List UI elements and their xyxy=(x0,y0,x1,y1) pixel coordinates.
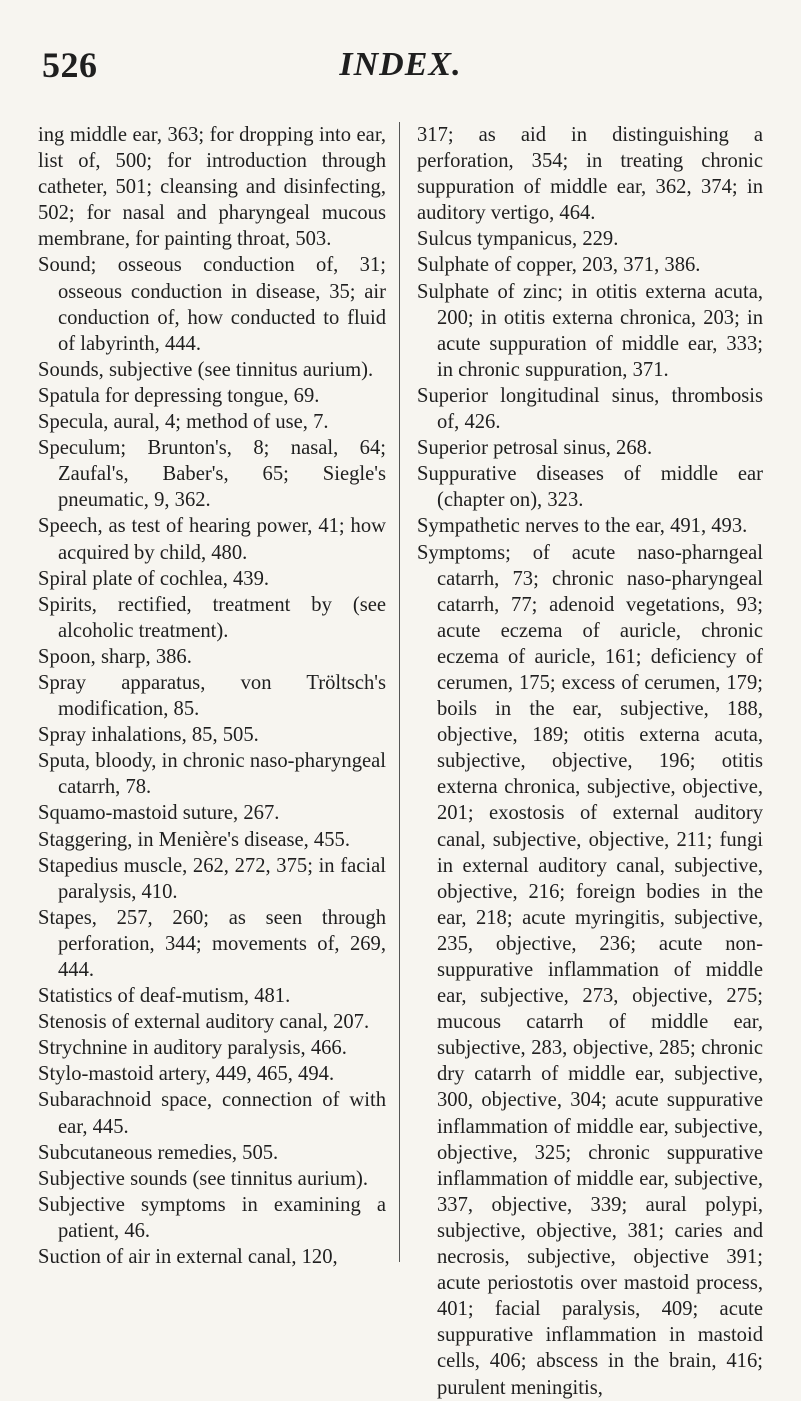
index-entry: Sulphate of copper, 203, 371, 386. xyxy=(417,254,701,277)
index-entry: Sounds, subjective (see tinnitus aurium). xyxy=(38,358,374,381)
page-number: 526 xyxy=(42,45,98,85)
index-entry: Spiral plate of cochlea, 439. xyxy=(38,567,270,590)
index-entry: Suppurative diseases of middle ear (chapter on), 323. xyxy=(417,463,763,512)
index-entry: Sputa, bloody, in chronic naso-pharyngeal catarrh, 78. xyxy=(38,750,386,799)
index-entry: Suction of air in external canal, 120, xyxy=(38,1246,338,1269)
index-entry: Symptoms; of acute naso-pharngeal catarrh, 73; chronic naso-pharyngeal catarrh, 77; adenoid vegetations, 93; acute eczema of auricle, chronic eczema of auricle, 161; deficiency of cerumen, 175; excess of cerumen, 179; boils in the ear, subjective, 188, objective, 189; otitis externa acuta, subjective, objective, 196; otitis externa chronica, subjective, objective, 201; exostosis of external auditory canal, subjective, objective, 211; fungi in external auditory canal, subjective, objective, 216; foreign bodies in the ear, 218; acute myringitis, subjective, 235, objective, 236; acute non-suppurative inflammation of middle ear, subjective, 273, objective, 275; mucous catarrh of middle ear, subjective, 283, objective, 285; chronic dry catarrh of middle ear, subjective, 300, objective, 304; acute suppurative inflammation of middle ear, subjective, objective, 325; chronic suppurative inflammation of middle ear, subjective, 337, objective, 339; aural polypi, subjective, objective, 381; caries and necrosis, subjective, objective 391; acute periostotis over mastoid process, 401; facial paralysis, 409; acute suppurative inflammation in mastoid cells, 406; abscess in the brain, 416; purulent meningitis, xyxy=(417,541,763,1399)
running-title: INDEX. xyxy=(339,46,462,83)
index-entry: Subcutaneous remedies, 505. xyxy=(38,1141,279,1164)
index-entry: Strychnine in auditory paralysis, 466. xyxy=(38,1037,347,1060)
index-entry: Staggering, in Menière's disease, 455. xyxy=(38,828,350,851)
index-entry: 317; as aid in distinguishing a perforation, 354; in treating chronic suppuration of middle ear, 362, 374; in auditory vertigo, 464. xyxy=(417,124,763,225)
index-entry: Stapes, 257, 260; as seen through perforation, 344; movements of, 269, 444. xyxy=(38,906,386,981)
index-entry: ing middle ear, 363; for dropping into ear, list of, 500; for introduction through catheter, 501; cleansing and disinfecting, 502; for nasal and pharyngeal mucous membrane, for painting throat, 503. xyxy=(38,124,386,251)
index-column-right xyxy=(417,122,763,1401)
index-entry: Subjective symptoms in examining a patient, 46. xyxy=(38,1193,386,1242)
index-entry: Subarachnoid space, connection of with ear, 445. xyxy=(38,1089,386,1138)
index-entry: Spray inhalations, 85, 505. xyxy=(38,724,259,747)
index-entry: Stylo-mastoid artery, 449, 465, 494. xyxy=(38,1063,335,1086)
index-entry: Stapedius muscle, 262, 272, 375; in facial paralysis, 410. xyxy=(38,854,386,903)
index-entry: Statistics of deaf-mutism, 481. xyxy=(38,985,291,1008)
index-entry: Superior longitudinal sinus, thrombosis of, 426. xyxy=(417,384,763,434)
index-entry: Spatula for depressing tongue, 69. xyxy=(38,384,320,407)
index-entry: Sound; osseous conduction of, 31; osseous conduction in disease, 35; air conduction of, how conducted to fluid of labyrinth, 444. xyxy=(38,254,386,355)
index-entry: Superior petrosal sinus, 268. xyxy=(417,437,653,460)
index-entry: Specula, aural, 4; method of use, 7. xyxy=(38,411,329,434)
index-entry: Sulphate of zinc; in otitis externa acuta, 200; in otitis externa chronica, 203; in acute suppuration of middle ear, 333; in chronic suppuration, 371. xyxy=(417,280,763,381)
column-divider xyxy=(399,122,400,1262)
index-entry: Spoon, sharp, 386. xyxy=(38,645,192,668)
page-header xyxy=(38,44,763,94)
index-entry: Sympathetic nerves to the ear, 491, 493. xyxy=(417,515,748,538)
index-entry: Stenosis of external auditory canal, 207. xyxy=(38,1011,370,1034)
index-entry: Sulcus tympanicus, 229. xyxy=(417,228,619,251)
index-entry: Speculum; Brunton's, 8; nasal, 64; Zaufal's, Baber's, 65; Siegle's pneumatic, 9, 362. xyxy=(38,437,386,512)
index-entry: Spray apparatus, von Tröltsch's modification, 85. xyxy=(38,671,386,721)
index-column-left xyxy=(38,122,386,1270)
index-entry: Speech, as test of hearing power, 41; how acquired by child, 480. xyxy=(38,515,386,564)
index-entry: Squamo-mastoid suture, 267. xyxy=(38,802,280,825)
index-entry: Spirits, rectified, treatment by (see alcoholic treatment). xyxy=(38,593,386,642)
index-entry: Subjective sounds (see tinnitus aurium). xyxy=(38,1167,369,1190)
